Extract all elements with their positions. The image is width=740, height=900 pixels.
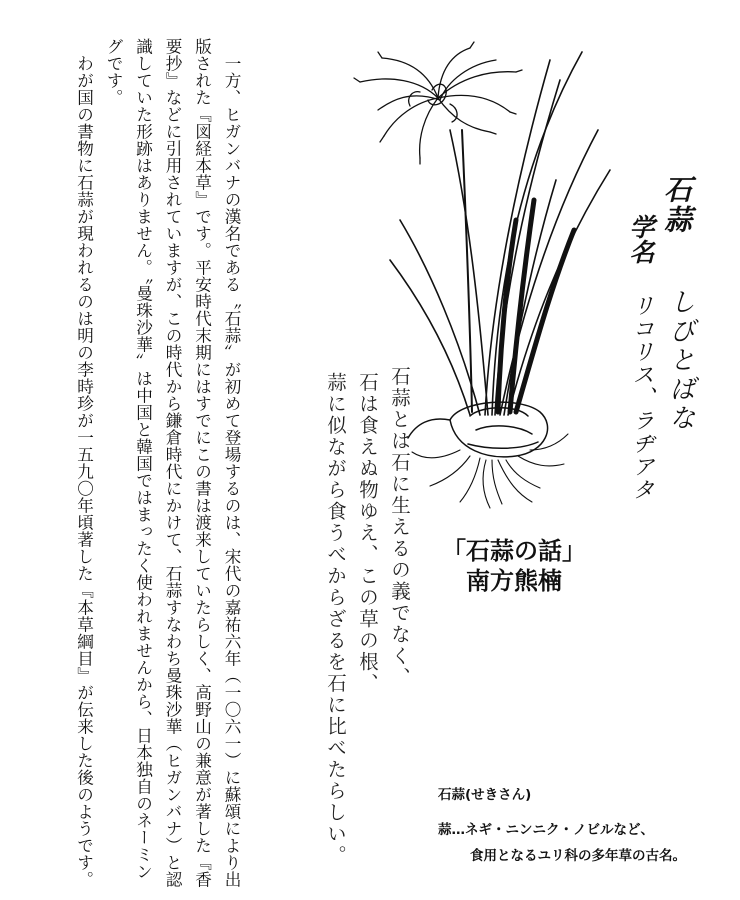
body-text	[6, 38, 246, 888]
scientific-name: リコリス、ラヂアタ	[629, 294, 654, 501]
plant-name: 石蒜	[660, 175, 693, 235]
note-term: 石蒜(せきさん)	[438, 787, 532, 803]
quote	[305, 366, 415, 886]
quote-source-title: 「石蒜の話」	[442, 537, 586, 565]
body-paragraph-1: 一方、ヒガンバナの漢名である〝石蒜〟が初めて登場するのは、宋代の嘉祐六年（一〇六一）に蘇頌により出版された『図経本草』です。平安時代末期にはすでにこの書は渡来していたらしく、高野山の兼意が著した『香要抄』などに引用されていますが、この時代から鎌倉時代にかけて、石蒜すなわち曼珠沙華（ヒガンバナ）と認識していた形跡はありません。〝曼珠沙華〟は中国と韓国ではまったく使われませんから、日本独自のネーミングです。	[104, 38, 241, 888]
flower-head	[354, 42, 522, 164]
bulb	[408, 402, 548, 457]
note-definition-line-2: 食用となるユリ科の多年草の古名。	[470, 848, 686, 864]
body-paragraph-2: わが国の書物に石蒜が現われるのは明の李時珍が一五九〇年頃著した『本草綱目』が伝来した後のようです。	[74, 54, 94, 888]
scientific-name-label: 学名	[626, 214, 655, 264]
quote-source	[434, 536, 594, 596]
quote-line-3: 蒜に似ながら食うべからざるを石に比べたらしい。	[324, 372, 347, 867]
japanese-common-name: しびとばな	[665, 288, 695, 433]
roots	[412, 434, 568, 508]
quote-line-1: 石蒜とは石に生えるの義でなく、	[388, 366, 411, 689]
quote-line-2: 石は食えぬ物ゆえ、この草の根、	[356, 372, 379, 695]
quote-source-author: 南方熊楠	[466, 567, 562, 595]
note-definition-line-1: 蒜…ネギ・ニンニク・ノビルなど、	[438, 822, 654, 838]
